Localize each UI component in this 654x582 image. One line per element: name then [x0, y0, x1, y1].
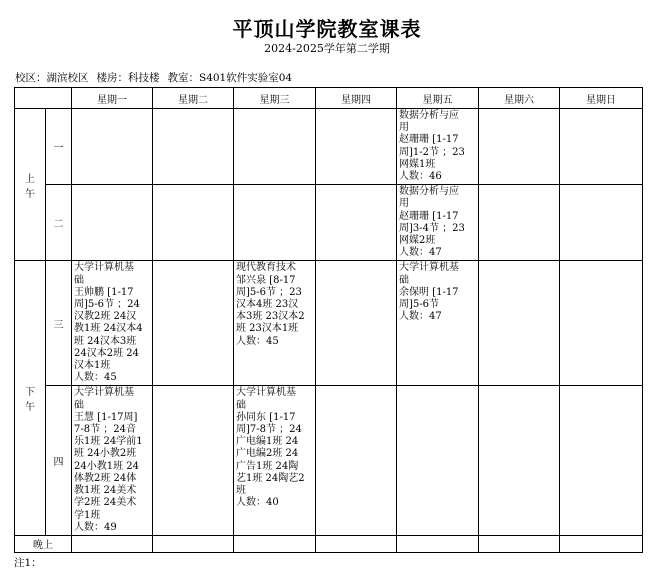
course-line: 乐1班 24学前1 — [74, 436, 143, 448]
course-line: 赵珊珊 [1-17 — [399, 210, 459, 222]
course-line: 学2班 24美术 — [74, 497, 137, 509]
course-cell — [397, 109, 479, 185]
course-cell — [234, 261, 316, 386]
course-line: 数据分析与应 — [399, 186, 459, 198]
class-cell — [234, 185, 316, 261]
course-line: 体教2班 24体 — [74, 472, 137, 484]
slot-label: 二 — [46, 185, 72, 261]
day-header: 星期日 — [560, 88, 643, 109]
course-line: 广电编1班 24 — [236, 436, 299, 448]
course-cell — [72, 261, 153, 386]
class-cell — [560, 386, 643, 535]
course-line: 周]5-6节 ；23 — [236, 286, 302, 298]
period-evening: 晚上 — [15, 535, 72, 552]
course-line: 人数：46 — [399, 171, 442, 183]
day-header: 星期三 — [234, 88, 316, 109]
course-line: 周]7-8节 ；24 — [236, 424, 302, 436]
course-line: 7-8节 ；24音 — [74, 424, 137, 436]
class-cell — [560, 109, 643, 185]
class-cell — [316, 185, 397, 261]
slot-label: 一 — [46, 109, 72, 185]
course-line: 人数：45 — [236, 335, 279, 347]
class-cell — [479, 261, 560, 386]
course-line: 大学计算机基 — [236, 387, 296, 399]
course-line: 人数：40 — [236, 497, 279, 509]
class-cell — [72, 185, 153, 261]
class-cell — [153, 386, 234, 535]
campus-label: 校区：湖滨校区 — [15, 72, 89, 84]
course-line: 孙同东 [1-17 — [236, 411, 296, 423]
course-line: 人数：47 — [399, 247, 442, 259]
course-line: 班 24汉本3班 — [74, 335, 137, 347]
schedule-table — [14, 87, 643, 553]
course-line: 现代教育技术 — [236, 262, 296, 274]
course-line: 汉本1班 — [74, 360, 111, 372]
building-label: 楼房：科技楼 — [96, 72, 160, 84]
course-line: 教1班 24美术 — [74, 485, 137, 497]
class-cell — [72, 109, 153, 185]
class-cell — [560, 185, 643, 261]
day-header: 星期五 — [397, 88, 479, 109]
course-cell — [397, 185, 479, 261]
course-cell — [72, 386, 153, 535]
course-line: 班 24小教2班 — [74, 448, 137, 460]
schedule-row — [15, 261, 643, 386]
class-cell — [397, 386, 479, 535]
page-title: 平顶山学院教室课表 — [232, 17, 422, 41]
course-line: 周]1-2节 ；23 — [399, 146, 465, 158]
class-cell — [234, 109, 316, 185]
slot-label: 四 — [46, 386, 72, 535]
course-line: 用 — [399, 122, 409, 134]
course-line: 础 — [399, 274, 409, 286]
class-cell — [153, 261, 234, 386]
class-cell — [316, 109, 397, 185]
course-line: 本3班 23汉本2 — [236, 311, 305, 323]
course-line: 邹兴泉 [8-17 — [236, 274, 296, 286]
course-line: 大学计算机基 — [74, 262, 134, 274]
day-header: 星期二 — [153, 88, 234, 109]
course-line: 周]5-6节 — [399, 299, 440, 311]
class-cell — [479, 386, 560, 535]
course-line: 础 — [236, 399, 246, 411]
course-line: 数据分析与应 — [399, 110, 459, 121]
schedule-row — [15, 386, 643, 535]
course-line: 广告1班 24陶 — [236, 460, 299, 472]
footnote: 注1： — [14, 557, 42, 569]
class-cell — [479, 185, 560, 261]
course-line: 周]5-6节 ；24 — [74, 299, 140, 311]
schedule-row — [15, 535, 643, 552]
course-line: 24汉本2班 24 — [74, 347, 139, 359]
course-line: 班 23汉本1班 — [236, 323, 299, 335]
course-line: 艺1班 24陶艺2 — [236, 472, 305, 484]
class-cell — [560, 261, 643, 386]
course-line: 赵珊珊 [1-17 — [399, 134, 459, 146]
day-header: 星期一 — [72, 88, 153, 109]
course-line: 人数：45 — [74, 372, 117, 384]
course-line: 24小教1班 24 — [74, 460, 139, 472]
course-line: 广电编2班 24 — [236, 448, 299, 460]
class-cell — [234, 535, 316, 552]
class-cell — [72, 535, 153, 552]
class-cell — [153, 535, 234, 552]
course-line: 汉本4班 23汉 — [236, 299, 299, 311]
course-line: 大学计算机基 — [74, 387, 134, 399]
course-line: 人数：49 — [74, 521, 117, 533]
course-line: 用 — [399, 198, 409, 210]
class-cell — [316, 535, 397, 552]
course-line: 础 — [74, 274, 84, 286]
slot-label: 三 — [46, 261, 72, 386]
course-line: 王慧 [1-17周] — [74, 411, 138, 423]
class-cell — [153, 109, 234, 185]
course-line: 网媒1班 — [399, 158, 436, 170]
period-morning: 上 午 — [15, 109, 46, 261]
info-line — [15, 70, 300, 85]
course-cell — [234, 386, 316, 535]
header-row — [15, 88, 643, 109]
semester-subtitle: 2024-2025学年第二学期 — [264, 42, 390, 55]
period-afternoon: 下 午 — [15, 261, 46, 535]
class-cell — [316, 261, 397, 386]
class-cell — [479, 109, 560, 185]
course-cell — [397, 261, 479, 386]
course-line: 班 — [236, 485, 246, 497]
corner-cell — [15, 88, 72, 109]
class-cell — [479, 535, 560, 552]
course-line: 人数：47 — [399, 311, 442, 323]
class-cell — [397, 535, 479, 552]
course-line: 学1班 — [74, 509, 101, 521]
course-line: 王帅鹏 [1-17 — [74, 286, 134, 298]
course-line: 教1班 24汉本4 — [74, 323, 143, 335]
room-label: 教室：S401软件实验室04 — [167, 72, 293, 84]
course-line: 汉教2班 24汉 — [74, 311, 137, 323]
course-line: 周]3-4节 ；23 — [399, 222, 465, 234]
class-cell — [153, 185, 234, 261]
schedule-row — [15, 185, 643, 261]
course-line: 础 — [74, 399, 84, 411]
course-line: 网媒2班 — [399, 235, 436, 247]
day-header: 星期四 — [316, 88, 397, 109]
class-cell — [560, 535, 643, 552]
course-line: 大学计算机基 — [399, 262, 459, 274]
class-cell — [316, 386, 397, 535]
day-header: 星期六 — [479, 88, 560, 109]
course-line: 余保明 [1-17 — [399, 286, 459, 298]
schedule-row — [15, 109, 643, 185]
